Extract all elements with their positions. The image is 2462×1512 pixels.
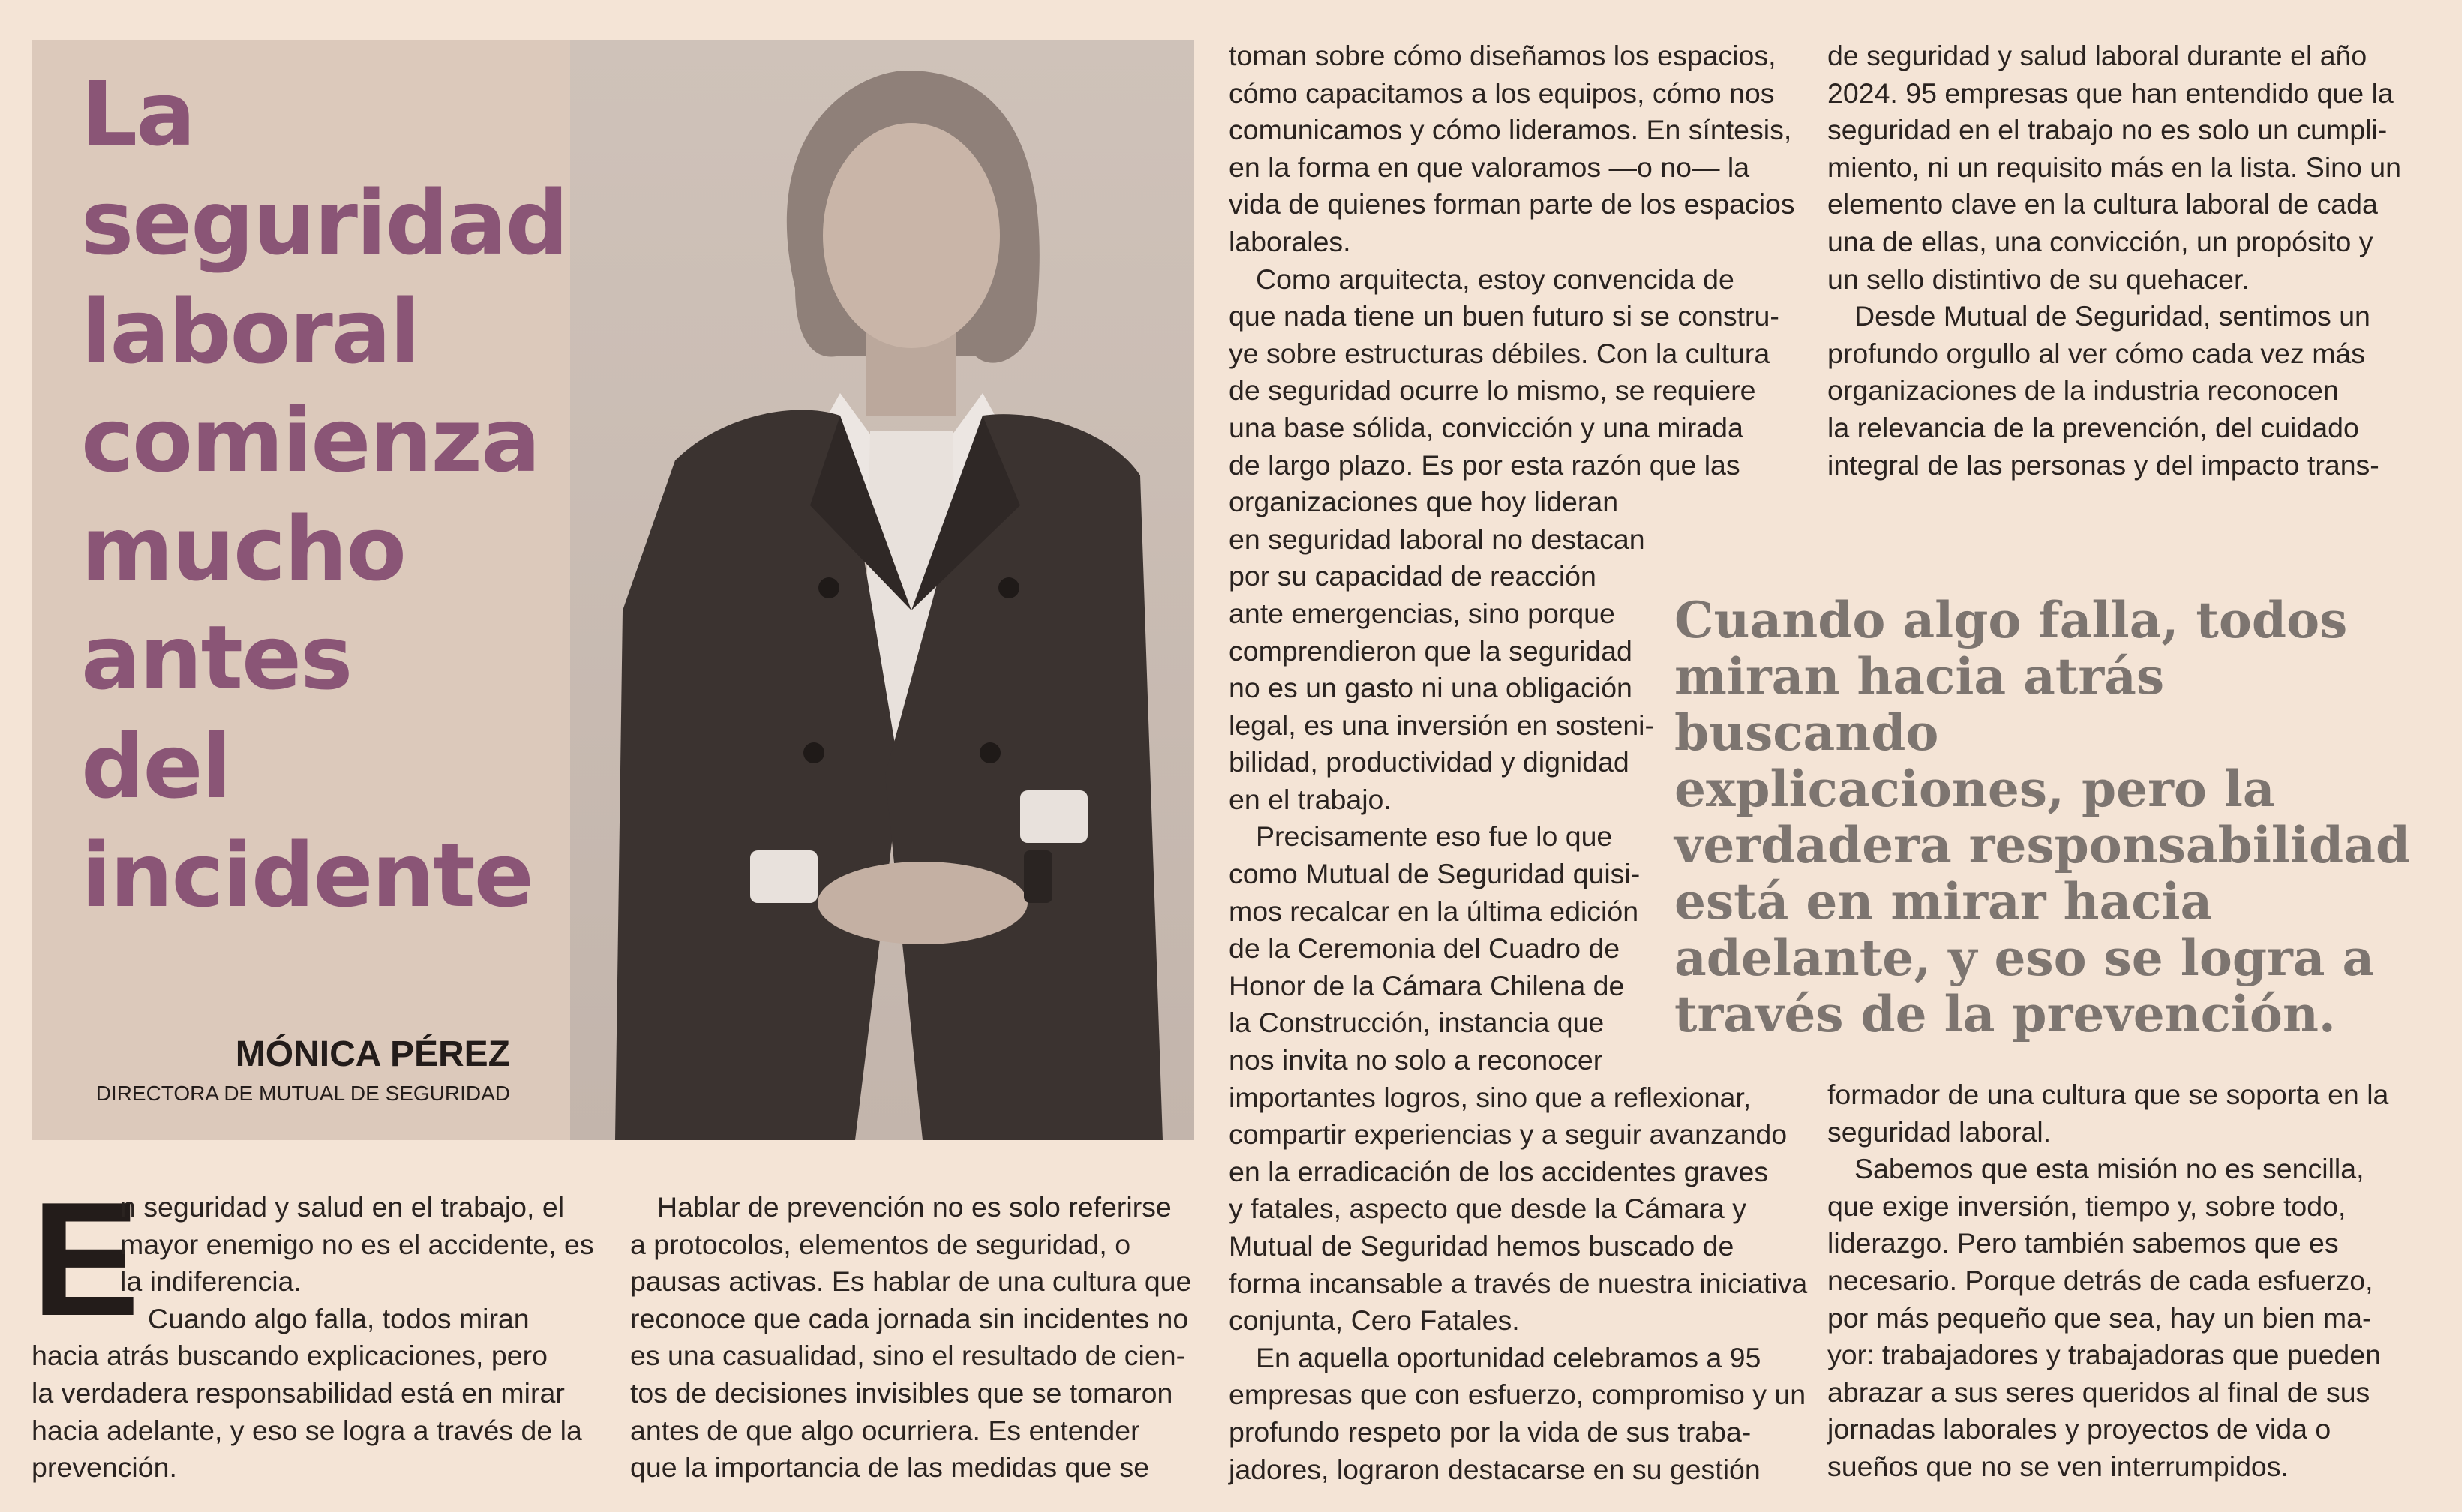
body-line: pausas activas. Es hablar de una cultura que: [630, 1265, 1192, 1298]
body-line: por su capacidad de reacción: [1229, 560, 1596, 592]
body-line: n seguridad y salud en el trabajo, el: [120, 1191, 565, 1222]
body-line: que exige inversión, tiempo y, sobre todo,: [1827, 1190, 2346, 1222]
body-line: una de ellas, una convicción, un propósito y: [1827, 225, 2373, 257]
article-headline: [81, 60, 567, 930]
body-line: yor: trabajadores y trabajadoras que pueden: [1827, 1339, 2381, 1371]
pull-quote-line: Cuando algo falla, todos: [1674, 591, 2348, 650]
body-line: organizaciones que hoy lideran: [1229, 486, 1619, 518]
body-line: 2024. 95 empresas que han entendido que la: [1827, 76, 2394, 109]
pull-quote-line: explicaciones, pero la: [1674, 760, 2275, 818]
body-line: legal, es una inversión en sosteni-: [1229, 709, 1655, 741]
drop-cap: E: [32, 1168, 140, 1349]
pull-quote: [1674, 592, 2432, 1042]
body-line: En aquella oportunidad celebramos a 95: [1256, 1341, 1761, 1373]
body-line: prevención.: [32, 1451, 177, 1484]
body-line: Precisamente eso fue lo que: [1256, 820, 1613, 853]
body-line: la Construcción, instancia que: [1229, 1006, 1605, 1039]
pull-quote-line: miran hacia atrás buscando: [1674, 647, 2165, 762]
body-line: en seguridad laboral no destacan: [1229, 523, 1645, 555]
body-line: por más pequeño que sea, hay un bien ma-: [1827, 1301, 2372, 1334]
body-line: ye sobre estructuras débiles. Con la cultura: [1229, 337, 1770, 369]
body-line: organizaciones de la industria reconocen: [1827, 374, 2339, 406]
body-line: jornadas laborales y proyectos de vida o: [1827, 1413, 2331, 1445]
body-line: la indiferencia.: [120, 1265, 302, 1298]
body-column-4-top: [1827, 38, 2442, 484]
author-portrait: [570, 40, 1194, 1140]
body-line: Desde Mutual de Seguridad, sentimos un: [1854, 300, 2370, 332]
body-line: en la forma en que valoramos —o no— la: [1229, 151, 1750, 183]
body-line: de seguridad ocurre lo mismo, se requiere: [1229, 374, 1756, 406]
body-line: cómo capacitamos a los equipos, cómo nos: [1229, 76, 1775, 109]
body-line: en el trabajo.: [1229, 783, 1392, 815]
body-line: un sello distintivo de su quehacer.: [1827, 262, 2250, 295]
headline-line: La seguridad: [81, 62, 567, 274]
body-line: como Mutual de Seguridad quisi-: [1229, 858, 1641, 890]
body-line: bilidad, productividad y dignidad: [1229, 746, 1629, 778]
body-line: Honor de la Cámara Chilena de: [1229, 969, 1625, 1001]
body-line: reconoce que cada jornada sin incidentes no: [630, 1302, 1189, 1334]
pull-quote-line: verdadera responsabilidad: [1674, 816, 2411, 874]
body-line: conjunta, Cero Fatales.: [1229, 1304, 1520, 1336]
body-line: vida de quienes forman parte de los espacios: [1229, 188, 1795, 220]
body-line: comprendieron que la seguridad: [1229, 634, 1632, 667]
headline-line: del incidente: [81, 715, 533, 927]
body-line: toman sobre cómo diseñamos los espacios,: [1229, 40, 1776, 71]
body-line: comunicamos y cómo lideramos. En síntesis,: [1229, 114, 1792, 146]
pull-quote-line: través de la prevención.: [1674, 985, 2336, 1043]
pull-quote-line: adelante, y eso se logra a: [1674, 928, 2375, 987]
body-line: tos de decisiones invisibles que se tomaron: [630, 1376, 1173, 1408]
body-line: de largo plazo. Es por esta razón que las: [1229, 448, 1740, 481]
body-line: profundo orgullo al ver cómo cada vez más: [1827, 337, 2366, 369]
body-line: es una casualidad, sino el resultado de cien-: [630, 1340, 1186, 1372]
body-line: de seguridad y salud laboral durante el año: [1827, 40, 2367, 71]
body-line: integral de las personas y del impacto trans-: [1827, 448, 2379, 481]
pull-quote-line: está en mirar hacia: [1674, 872, 2213, 931]
body-line: Mutual de Seguridad hemos buscado de: [1229, 1230, 1734, 1262]
body-line: laborales.: [1229, 225, 1351, 257]
body-line: Sabemos que esta misión no es sencilla,: [1854, 1153, 2364, 1185]
body-line: nos invita no solo a reconocer: [1229, 1044, 1603, 1076]
body-column-4-bottom: [1827, 1076, 2442, 1486]
body-line: a protocolos, elementos de seguridad, o: [630, 1228, 1131, 1260]
body-line: que nada tiene un buen futuro si se constru-: [1229, 300, 1779, 332]
body-line: la relevancia de la prevención, del cuidado: [1827, 411, 2359, 443]
body-line: importantes logros, sino que a reflexionar,: [1229, 1081, 1752, 1113]
body-line: profundo respeto por la vida de sus traba-: [1229, 1415, 1752, 1448]
body-line: empresas que con esfuerzo, compromiso y un: [1229, 1378, 1806, 1411]
body-line: una base sólida, convicción y una mirada: [1229, 411, 1743, 443]
body-line: Cuando algo falla, todos miran: [148, 1302, 530, 1334]
body-line: hacia adelante, y eso se logra a través de la: [32, 1414, 582, 1446]
portrait-illustration: [570, 40, 1194, 1140]
body-line: seguridad en el trabajo no es solo un cumpli-: [1827, 114, 2388, 146]
body-line: sueños que no se ven interrumpidos.: [1827, 1450, 2289, 1482]
body-line: antes de que algo ocurriera. Es entender: [630, 1414, 1140, 1446]
body-line: necesario. Porque detrás de cada esfuerzo,: [1827, 1264, 2373, 1296]
body-column-1: [32, 1168, 602, 1486]
author-name: MÓNICA PÉREZ: [235, 1034, 510, 1074]
body-line: de la Ceremonia del Cuadro de: [1229, 932, 1620, 964]
body-line: miento, ni un requisito más en la lista. Sino un: [1827, 151, 2401, 183]
body-line: la verdadera responsabilidad está en mirar: [32, 1376, 565, 1408]
body-line: Como arquitecta, estoy convencida de: [1256, 262, 1734, 295]
body-line: ante emergencias, sino porque: [1229, 597, 1615, 629]
body-column-2: [630, 1189, 1200, 1486]
body-line: formador de una cultura que se soporta en la: [1827, 1078, 2389, 1110]
body-line: y fatales, aspecto que desde la Cámara y: [1229, 1192, 1746, 1225]
body-line: jadores, lograron destacarse en su gestión: [1229, 1453, 1761, 1485]
body-line: en la erradicación de los accidentes graves: [1229, 1155, 1769, 1187]
body-line: abrazar a sus seres queridos al final de sus: [1827, 1376, 2370, 1408]
headline-line: mucho antes: [81, 497, 405, 710]
body-line: compartir experiencias y a seguir avanzando: [1229, 1118, 1788, 1150]
body-line: mayor enemigo no es el accidente, es: [120, 1228, 594, 1260]
body-line: no es un gasto ni una obligación: [1229, 672, 1632, 704]
body-line: mos recalcar en la última edición: [1229, 895, 1639, 927]
body-line: elemento clave en la cultura laboral de cada: [1827, 188, 2378, 220]
body-line: liderazgo. Pero también sabemos que es: [1827, 1227, 2339, 1259]
headline-line: comienza: [81, 388, 539, 492]
body-line: que la importancia de las medidas que se: [630, 1451, 1150, 1484]
author-role: DIRECTORA DE MUTUAL DE SEGURIDAD: [95, 1082, 510, 1105]
body-line: hacia atrás buscando explicaciones, pero: [32, 1340, 548, 1372]
headline-line: laboral: [81, 280, 419, 383]
body-line: Hablar de prevención no es solo referirse: [657, 1191, 1172, 1222]
body-line: seguridad laboral.: [1827, 1115, 2052, 1148]
body-line: forma incansable a través de nuestra iniciativa: [1229, 1267, 1808, 1299]
